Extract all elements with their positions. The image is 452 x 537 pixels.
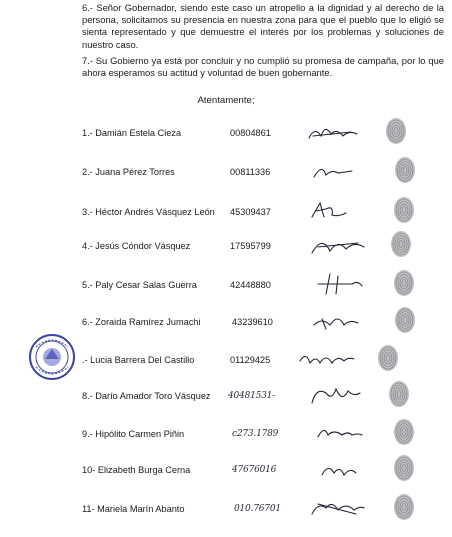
signatory-dni: 010.76701: [234, 504, 281, 514]
fingerprint: [393, 305, 417, 335]
signatory-dni: 01129425: [230, 355, 271, 365]
handwritten-signature: [308, 233, 370, 259]
signatory-name: 9.- Hipólito Carmen Piñin: [82, 429, 185, 439]
signatory-name: 1.- Damián Estela Cieza: [82, 128, 182, 138]
fingerprint: [392, 268, 416, 298]
fingerprint: [392, 492, 416, 522]
handwritten-signature: [312, 272, 374, 298]
signatory-dni: 42448880: [230, 280, 271, 290]
fingerprint: [384, 116, 408, 146]
handwritten-signature: [308, 199, 370, 225]
signatory-row: [0, 421, 452, 451]
signatory-row: [0, 199, 452, 229]
handwritten-signature: [308, 496, 370, 522]
signatory-row: [0, 159, 452, 189]
signatory-row: [0, 347, 452, 377]
signatory-row: [0, 233, 452, 263]
fingerprint: [393, 155, 417, 185]
handwritten-signature: [316, 457, 378, 483]
fingerprint: [392, 453, 416, 483]
paragraph-7: 7.- Su Gobierno ya está por concluir y no cumplió su promesa de campaña, por lo que ahora esperamos su actitud y voluntad de buen gobernante.: [82, 55, 444, 79]
signatory-dni: 17595799: [230, 241, 271, 251]
handwritten-signature: [306, 383, 368, 409]
fingerprint: [387, 379, 411, 409]
handwritten-signature: [305, 120, 367, 146]
handwritten-signature: [308, 159, 370, 185]
fingerprint: [392, 195, 416, 225]
fingerprint: [389, 229, 413, 259]
signatory-name: .- Lucia Barrera Del Castillo: [82, 355, 195, 365]
signatory-name: 5.- Paly Cesar Salas Guerra: [82, 280, 197, 290]
signatory-row: [0, 457, 452, 487]
signatory-row: [0, 120, 452, 150]
signatory-row: [0, 383, 452, 413]
fingerprint: [376, 343, 400, 373]
signatory-row: [0, 496, 452, 526]
signatory-dni: 00811336: [230, 167, 271, 177]
handwritten-signature: [310, 309, 372, 335]
signatory-dni: 00804861: [230, 128, 271, 138]
signatory-name: 2.- Juana Pérez Torres: [82, 167, 175, 177]
handwritten-signature: [312, 421, 374, 447]
signatory-name: 4.- Jesús Cóndor Vásquez: [82, 241, 191, 251]
signatory-name: 6.- Zoraida Ramírez Jumachi: [82, 317, 201, 327]
signatory-dni: 40481531-: [228, 391, 276, 401]
signatory-name: 3.- Héctor Andrés Vásquez León: [82, 207, 215, 217]
handwritten-signature: [298, 347, 360, 373]
signatory-row: [0, 272, 452, 302]
signatory-dni: c273.1789: [232, 429, 279, 439]
signatory-name: 8.- Darío Amador Toro Vásquez: [82, 391, 211, 401]
signatory-name: 11- Mariela Marín Abanto: [82, 504, 185, 514]
closing-text: Atentamente;: [197, 95, 255, 106]
signatory-dni: 47676016: [232, 465, 277, 475]
signatory-name: 10- Elizabeth Burga Cerna: [82, 465, 191, 475]
signatory-row: [0, 309, 452, 339]
signatory-dni: 43239610: [232, 317, 273, 327]
paragraph-6: 6.- Señor Gobernador, siendo este caso un atropello a la dignidad y al derecho de la persona, solicitamos su presencia en nuestra zona para que el pueblo que lo eligió se sienta representado y que demuestre el interés por los problemas y soluciones de nuestro caso.: [82, 2, 444, 50]
signatory-dni: 45309437: [230, 207, 271, 217]
fingerprint: [392, 417, 416, 447]
